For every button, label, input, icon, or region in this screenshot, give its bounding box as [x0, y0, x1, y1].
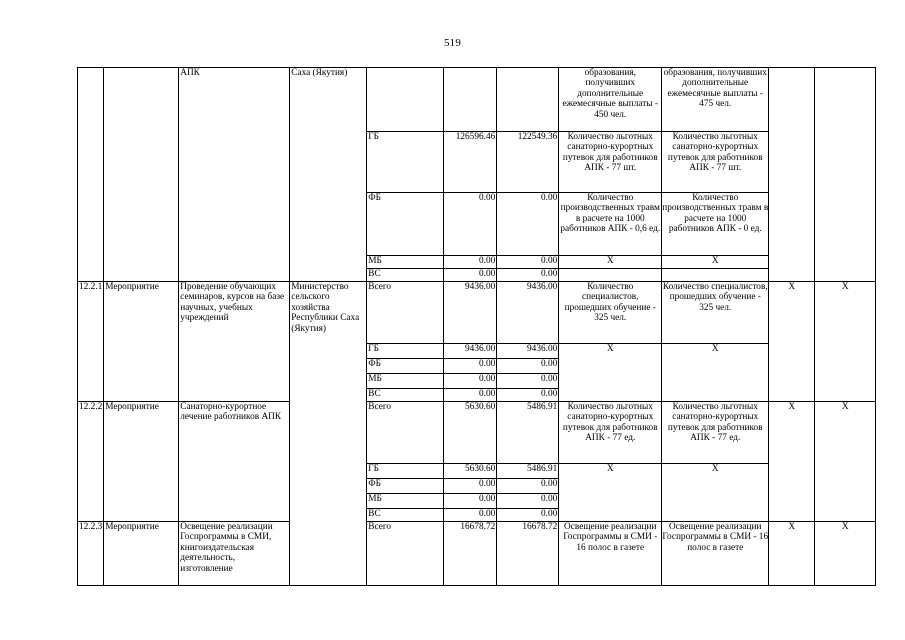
cell-value: 122549.36	[497, 132, 559, 193]
cell-name: Освещение реализации Госпрограммы в СМИ, книгоиздательская деятельность, изготовление	[179, 522, 290, 586]
cell-executor: Саха (Якутия)	[290, 68, 367, 282]
cell-x: X	[769, 522, 815, 586]
cell-value	[444, 68, 497, 132]
cell-source: ВС	[367, 269, 444, 282]
cell-value: 0.00	[497, 193, 559, 256]
cell-type: Мероприятие	[104, 402, 179, 522]
cell-value: 0.00	[444, 509, 497, 522]
cell-indicator: Количество производственных травм в расчете на 1000 работников АПК - 0,6 ед.	[559, 193, 662, 256]
cell-value: 0.00	[444, 359, 497, 374]
cell-name: АПК	[179, 68, 290, 282]
cell-value: 126596.46	[444, 132, 497, 193]
page-number: 519	[443, 37, 462, 49]
cell-source: Всего	[367, 282, 444, 344]
cell-x: X	[769, 282, 815, 402]
cell-source: МБ	[367, 374, 444, 389]
cell-source: МБ	[367, 256, 444, 269]
cell-value: 0.00	[497, 359, 559, 374]
cell-x	[815, 68, 876, 282]
cell-x: X	[769, 402, 815, 522]
cell-value: 0.00	[444, 479, 497, 494]
cell-value: 5630.60	[444, 464, 497, 479]
cell-type	[104, 68, 179, 282]
cell-source: ГБ	[367, 344, 444, 359]
program-table	[77, 67, 876, 586]
cell-name: Санаторно-курортное лечение работников АПК	[179, 402, 290, 522]
cell-indicator: Количество производственных травм в расчете на 1000 работников АПК - 0 ед.	[662, 193, 769, 256]
table-row	[78, 68, 876, 132]
cell-indicator	[662, 269, 769, 282]
cell-indicator: Количество льготных санаторно-курортных путевок для работников АПК - 77 шт.	[559, 132, 662, 193]
cell-num: 12.2.1	[78, 282, 104, 402]
cell-indicator: Количество льготных санаторно-курортных путевок для работников АПК - 77 ед.	[559, 402, 662, 464]
cell-value: 0.00	[444, 494, 497, 509]
table-row	[78, 522, 876, 586]
cell-value: 0.00	[497, 374, 559, 389]
cell-value	[497, 68, 559, 132]
cell-num	[78, 68, 104, 282]
cell-indicator: Освещение реализации Госпрограммы в СМИ - 16 полос в газете	[559, 522, 662, 586]
cell-value: 5486.91	[497, 464, 559, 479]
cell-indicator: X	[662, 464, 769, 522]
cell-x: X	[815, 522, 876, 586]
cell-value: 0.00	[497, 479, 559, 494]
cell-value: 0.00	[444, 193, 497, 256]
cell-name: Проведение обучающих семинаров, курсов на базе научных, учебных учреждений	[179, 282, 290, 402]
cell-source: ГБ	[367, 464, 444, 479]
cell-indicator: Количество льготных санаторно-курортных путевок для работников АПК - 77 ед.	[662, 402, 769, 464]
cell-value: 9436.00	[497, 344, 559, 359]
cell-source: ВС	[367, 389, 444, 402]
cell-value: 9436.00	[444, 282, 497, 344]
cell-indicator: X	[662, 256, 769, 269]
cell-indicator	[559, 269, 662, 282]
cell-source: ГБ	[367, 132, 444, 193]
cell-value: 0.00	[444, 374, 497, 389]
cell-indicator: Количество льготных санаторно-курортных путевок для работников АПК - 77 шт.	[662, 132, 769, 193]
table-row	[78, 402, 876, 464]
cell-value: 0.00	[497, 269, 559, 282]
cell-indicator: Количество специалистов, прошедших обучение - 325 чел.	[559, 282, 662, 344]
cell-num: 12.2.2	[78, 402, 104, 522]
cell-value: 0.00	[497, 509, 559, 522]
cell-value: 0.00	[497, 389, 559, 402]
cell-source	[367, 68, 444, 132]
cell-indicator: Количество специалистов, прошедших обучение - 325 чел.	[662, 282, 769, 344]
cell-num: 12.2.3	[78, 522, 104, 586]
cell-source: ФБ	[367, 359, 444, 374]
cell-indicator: X	[559, 464, 662, 522]
table-row	[78, 282, 876, 344]
cell-indicator: X	[559, 256, 662, 269]
cell-source: ВС	[367, 509, 444, 522]
cell-value: 0.00	[497, 256, 559, 269]
cell-value: 16678.72	[497, 522, 559, 586]
cell-type: Мероприятие	[104, 522, 179, 586]
cell-x: X	[815, 402, 876, 522]
cell-source: Всего	[367, 522, 444, 586]
cell-value: 0.00	[444, 269, 497, 282]
cell-indicator: X	[559, 344, 662, 402]
cell-indicator: Освещение реализации Госпрограммы в СМИ - 16 полос в газете	[662, 522, 769, 586]
cell-type: Мероприятие	[104, 282, 179, 402]
cell-source: Всего	[367, 402, 444, 464]
cell-value: 9436.00	[444, 344, 497, 359]
cell-x: X	[815, 282, 876, 402]
cell-executor: Министерство сельского хозяйства Республики Саха (Якутия)	[290, 282, 367, 586]
cell-source: МБ	[367, 494, 444, 509]
cell-value: 0.00	[497, 494, 559, 509]
cell-indicator: X	[662, 344, 769, 402]
cell-value: 5486.91	[497, 402, 559, 464]
cell-indicator: образования, получивших дополнительные ежемесячные выплаты - 475 чел.	[662, 68, 769, 132]
cell-value: 0.00	[444, 256, 497, 269]
cell-value: 9436.00	[497, 282, 559, 344]
cell-value: 0.00	[444, 389, 497, 402]
cell-x	[769, 68, 815, 282]
cell-value: 16678.72	[444, 522, 497, 586]
cell-source: ФБ	[367, 479, 444, 494]
cell-indicator: образования, получивших дополнительные ежемесячные выплаты - 450 чел.	[559, 68, 662, 132]
cell-value: 5630.60	[444, 402, 497, 464]
cell-source: ФБ	[367, 193, 444, 256]
